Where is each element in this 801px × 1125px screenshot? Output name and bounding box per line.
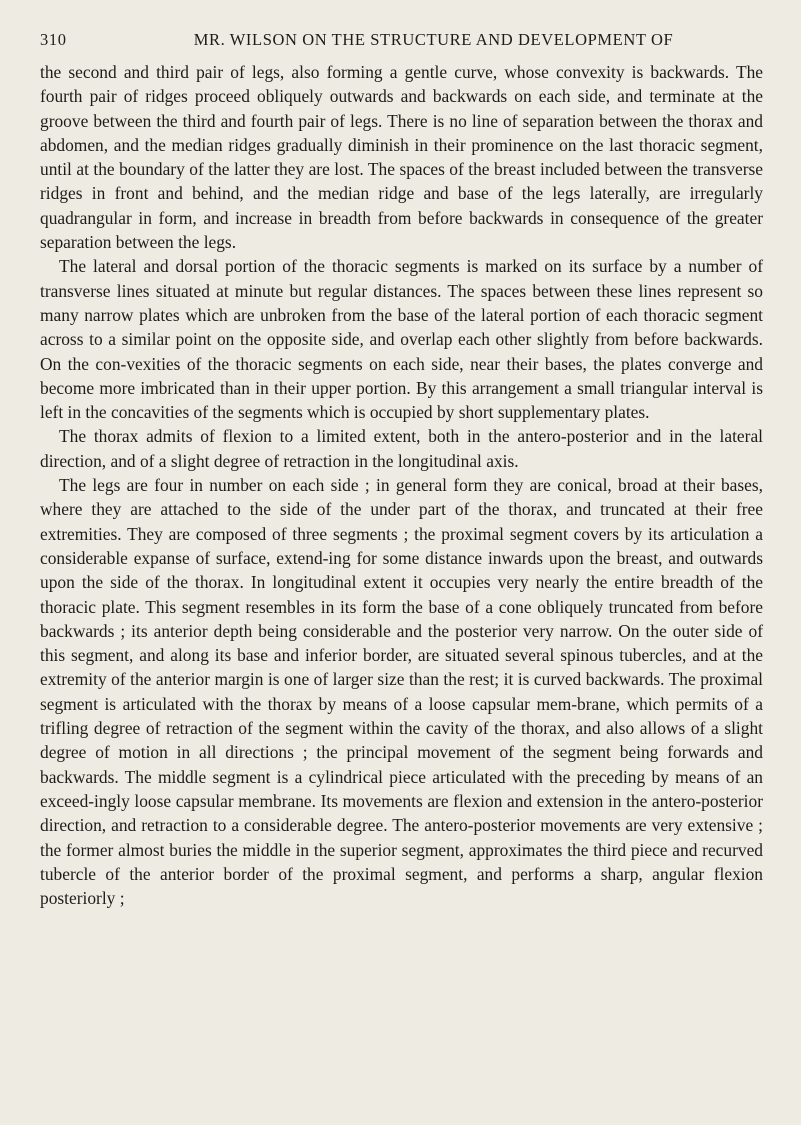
paragraph-legs: The legs are four in number on each side ; in general form they are conical, broad at their bases, where they are attached to the side of the under part of the thorax, and truncated at their free extremities. They are composed of three segments ; the proximal segment covers by its articulation a considerable expanse of surface, extend-ing for some distance inwards upon the breast, and outwards upon the side of the thorax. In longitudinal extent it occupies very nearly the entire breadth of the thoracic plate. This segment resembles in its form the base of a cone obliquely truncated from before backwards ; its anterior depth being considerable and the posterior very narrow. On the outer side of this segment, and along its base and inferior border, are situated several spinous tubercles, and at the extremity of the anterior margin is one of larger size than the rest; it is curved backwards. The proximal segment is articulated with the thorax by means of a loose capsular mem-brane, which permits of a trifling degree of retraction of the segment within the cavity of the thorax, and also allows of a slight degree of motion in all directions ; the principal movement of the segment being forwards and backwards. The middle segment is a cylindrical piece articulated with the preceding by means of an exceed-ingly loose capsular membrane. Its movements are flexion and extension in the antero-posterior direction, and retraction to a considerable degree. The antero-posterior movements are very extensive ; the former almost buries the middle in the superior segment, approximates the third piece and recurved tubercle of the anterior border of the proximal segment, and performs a sharp, angular flexion posteriorly ; <box>40 475 763 909</box>
page-number: 310 <box>40 30 67 49</box>
running-title: MR. WILSON ON THE STRUCTURE AND DEVELOPMENT OF <box>193 30 674 49</box>
paragraph-continuation: the second and third pair of legs, also forming a gentle curve, whose convexity is backwards. The fourth pair of ridges proceed obliquely outwards and backwards on each side, and terminate at the groove between the third and fourth pair of legs. There is no line of separation between the thorax and abdomen, and the median ridges gradually diminish in their prominence on the last thoracic segment, until at the boundary of the latter they are lost. The spaces of the breast included between the transverse ridges in front and behind, and the median ridge and base of the legs laterally, are irregularly quadrangular in form, and increase in breadth from before backwards in consequence of the greater separation between the legs. <box>40 62 763 253</box>
body-text <box>40 60 763 910</box>
running-head <box>40 30 761 54</box>
paragraph-lateral-dorsal: The lateral and dorsal portion of the thoracic segments is marked on its surface by a number of transverse lines situated at minute but regular distances. The spaces between these lines represent so many narrow plates which are unbroken from the base of the lateral portion of each thoracic segment across to a similar point on the opposite side, and overlap each other slightly from before backwards. On the con-vexities of the thoracic segments on each side, near their bases, the plates converge and become more imbricated than in their upper portion. By this arrangement a small triangular interval is left in the concavities of the segments which is occupied by short supplementary plates. <box>40 256 763 423</box>
paragraph-thorax-flexion: The thorax admits of flexion to a limited extent, both in the antero-posterior and in the lateral direction, and of a slight degree of retraction in the longitudinal axis. <box>40 426 763 471</box>
